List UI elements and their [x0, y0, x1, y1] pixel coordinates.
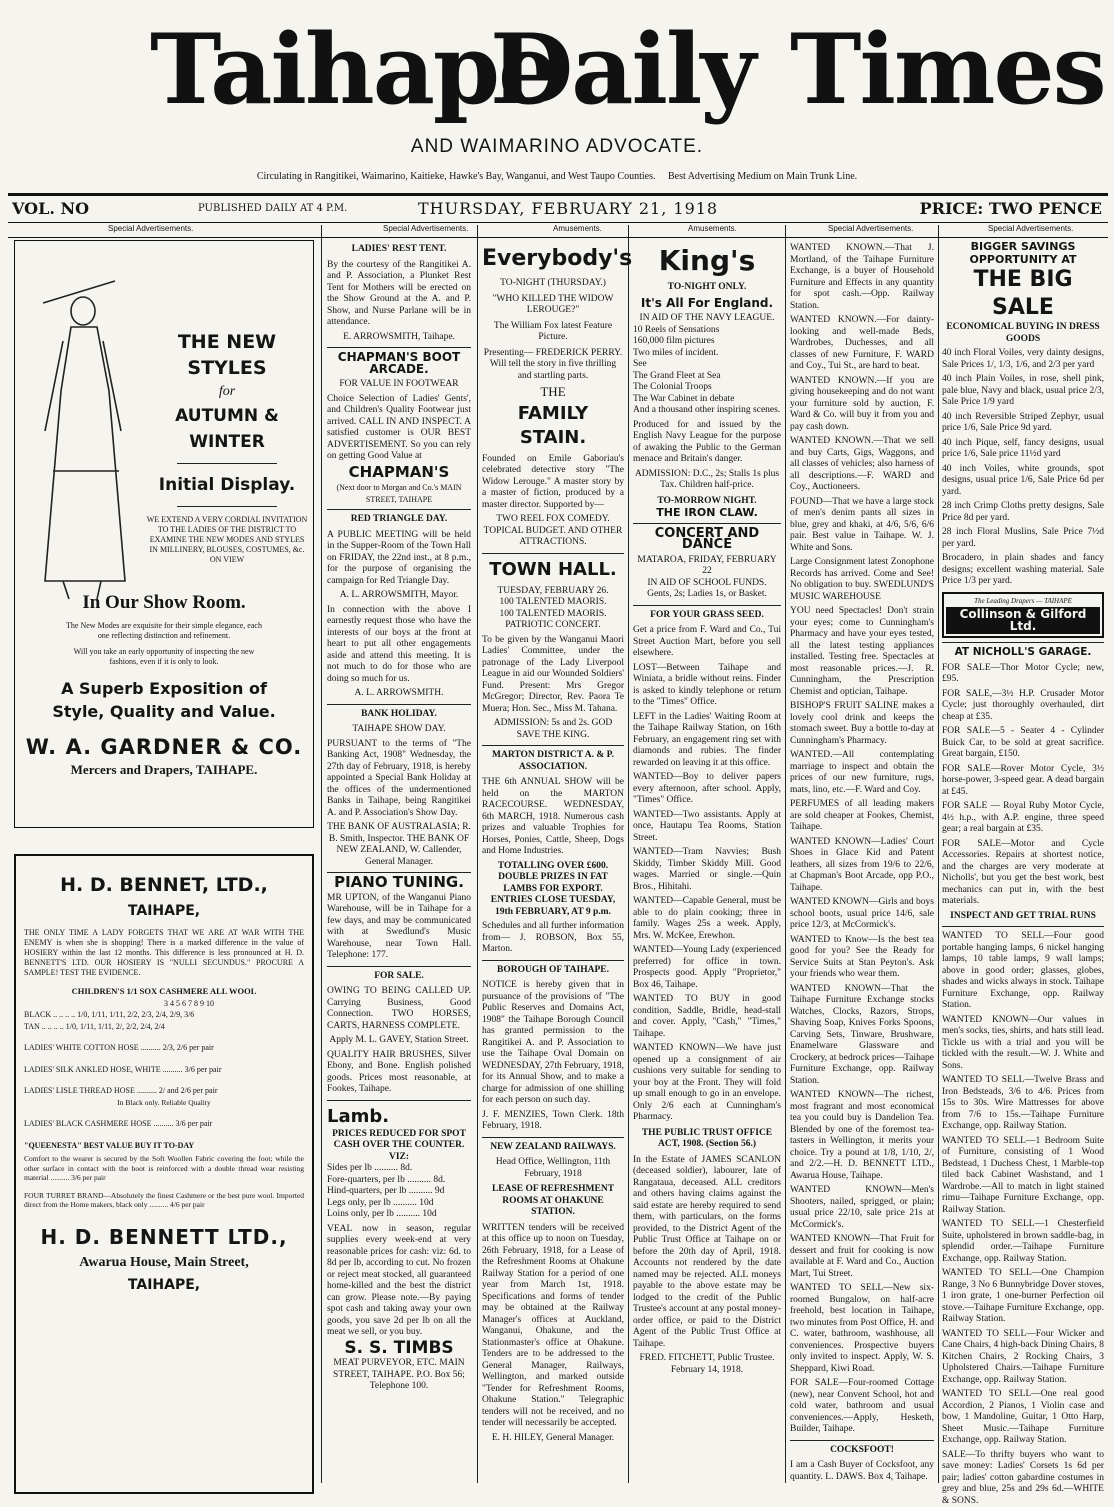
- cocksfoot-copy: I am a Cash Buyer of Cocksfoot, any quantity. L. DAWS. Box 4, Taihape.: [790, 1460, 934, 1483]
- sox-tan: TAN .. .. .. .. 1/0, 1/11, 1/11, 2/, 2/2, 2/4, 2/4: [24, 1021, 304, 1033]
- patriotic: PATRIOTIC CONCERT.: [482, 620, 624, 632]
- big-sale: THE BIG SALE: [942, 266, 1104, 322]
- fashion-illustration: [23, 281, 143, 601]
- classified-ad: WANTED—Boy to deliver papers every afternoon, after school. Apply, "Times" Office.: [633, 772, 781, 807]
- trust-copy: In the Estate of JAMES SCANLON (deceased soldier), labourer, late of Rangataua, deceased. ALL creditors and others having claims against the said estate are hereby required to send them, with particulars, on the forms provided, to the District Agent of the Public Trust Office at Taihape on or before the 20th day of April, 1918. Accounts not rendered by the date named may be rejected. ALL moneys payable to the above estate may be lodged to the credit of the Public Trustee's account at any postal money-order office, or paid to the District Agent of the Public Trust Office at Taihape.: [633, 1155, 781, 1351]
- hose-line: LADIES' SILK ANKLED HOSE, WHITE .......... 3/6 per pair: [24, 1064, 304, 1076]
- piano-head: PIANO TUNING.: [327, 877, 471, 889]
- reel-line: 10 Reels of Sensations: [633, 325, 781, 337]
- timbs-line: MEAT PURVEYOR, ETC. MAIN STREET, TAIHAPE. P.O. Box 56; Telephone 100.: [327, 1358, 471, 1393]
- lease-head: LEASE OF REFRESHMENT ROOMS AT OHAKUNE STATION.: [482, 1184, 624, 1219]
- classified-ad: LOST—Between Taihape and Winiata, a bridle without reins. Finder is asked to kindly telephone or return to the "Times" Office.: [633, 663, 781, 709]
- sox-sizes: 3 4 5 6 7 8 9 10: [164, 998, 304, 1010]
- head: [71, 297, 95, 325]
- queenesta-copy: Comfort to the wearer is secured by the Soft Woollen Fabric covering the foot; while the other surface in contact with the boot is reinforced with a double thread wear resisting material .......... 3/6 per pair: [24, 1154, 304, 1183]
- sale-item: 40 inch Floral Voiles, very dainty designs, Sale Prices 1/, 1/3, 1/6, and 2/3 per yard: [942, 348, 1104, 371]
- volume: VOL. NO: [12, 199, 89, 218]
- column-rule: [628, 225, 629, 1483]
- econ: ECONOMICAL BUYING IN DRESS GOODS: [942, 322, 1104, 345]
- timbs: S. S. TIMBS: [327, 1343, 471, 1355]
- gents: Gents, 2s; Ladies 1s, or Basket.: [633, 589, 781, 601]
- turret-copy: FOUR TURRET BRAND—Absolutely the finest Cashmere or the best pure wool. Imported direct from the Home makers, black only .......... 4/6 per pair: [24, 1191, 304, 1210]
- produced: Produced for and issued by the English Navy League for the purpose of awaking the Public to the German menace and Britain's danger.: [633, 420, 781, 466]
- tent-sign: E. ARROWSMITH, Taihape.: [327, 332, 471, 344]
- kings: King's: [633, 244, 781, 278]
- hose-line: LADIES' LISLE THREAD HOSE .......... 2/ and 2/6 per pair: [24, 1085, 304, 1097]
- lamb-price: Loins only, per lb .......... 10d: [327, 1209, 471, 1221]
- section-head-6: Special Advertisements.: [988, 224, 1073, 233]
- hat-brim: [43, 281, 115, 303]
- sale-item: 40 inch Voiles, white grounds, spot designs, usual price 1/6, Sale Price 6d per yard.: [942, 464, 1104, 499]
- classified-ad: WANTED—Two assistants. Apply at once, Hautapu Tea Rooms, Station Street.: [633, 810, 781, 845]
- collinson-name: Collinson & Gilford Ltd.: [946, 607, 1100, 634]
- admission: ADMISSION: 5s and 2s. GOD SAVE THE KING.: [482, 718, 624, 741]
- mataroa: MATAROA, FRIDAY, FEBRUARY 22: [633, 555, 781, 578]
- collinson-sub: The Leading Drapers — TAIHAPE: [946, 596, 1100, 608]
- collinson-logo: [942, 592, 1104, 639]
- brushes: QUALITY HAIR BRUSHES, Silver Ebony, and Bone. English polished goods. Prices most reasonable, at Fookes, Taihape.: [327, 1050, 471, 1096]
- initial-display: Initial Display.: [145, 472, 309, 498]
- section-head-5: Special Advertisements.: [828, 224, 913, 233]
- price: PRICE: TWO PENCE: [920, 199, 1102, 218]
- chapman-sub: FOR VALUE IN FOOTWEAR: [327, 379, 471, 391]
- garage-ad: FOR SALE — Royal Ruby Motor Cycle, 4½ h.p., with A.P. engine, three speed gear; a real bargain at £35.: [942, 801, 1104, 836]
- lease-copy: WRITTEN tenders will be received at this office up to noon on Tuesday, 26th February, 1918, for a Lease of the Refreshment Rooms at Ohakune Railway Station for a period of one year from March 1st, 1918. Specifications and forms of tender may be obtained at the Railway Manager's offices at Auckland, Wanganui, Ohakune, and the Stationmaster's office at Ohakune. Tenders are to be addressed to the General Manager, Railways, Wellington, and marked outside "Tender for Refreshment Rooms, Ohakune Station." Telegraphic tenders will not be received, and no tender will necessarily be accepted.: [482, 1223, 624, 1430]
- column-rule: [477, 225, 478, 1483]
- section-head-4: Amusements.: [688, 224, 737, 233]
- new-styles-block: [145, 329, 309, 565]
- sale-copy: OWING TO BEING CALLED UP. Carrying Business, Good Connection. TWO HORSES, CARTS, HARNESS COMPLETE.: [327, 986, 471, 1032]
- mercers: Mercers and Drapers, TAIHAPE.: [15, 761, 313, 779]
- sell-ad: WANTED TO SELL—1 Bedroom Suite of Furniture, consisting of 1 Wood Bedstead, 1 Duchess Chest, 1 Marble-top tiled back Cabinet Washstand, and 1 Wardrobe.—All to match in light stained rimu—Taihape Furniture Exchange, opp. Railway Station.: [942, 1136, 1104, 1217]
- new-styles: THE NEW STYLES: [145, 329, 309, 381]
- section-head-3: Amusements.: [553, 224, 602, 233]
- marton-head: MARTON DISTRICT A. & P. ASSOCIATION.: [482, 750, 624, 773]
- kings-tonight: TO-NIGHT ONLY.: [633, 282, 781, 294]
- borough-head: BOROUGH OF TAIHAPE.: [482, 965, 624, 977]
- red-copy: A PUBLIC MEETING will be held in the Supper-Room of the Town Hall on FRIDAY, the 22nd inst., at 8 p.m., for the purpose of organising the campaign for Red Triangle Day.: [327, 530, 471, 588]
- classified-ad: WANTED KNOWN—That the Taihape Furniture Exchange stocks Watches, Clocks, Razors, Strops, Shaving Soap, Knives Forks Spoons, Carving Sets, Tinware, Brushware, Enamelware Glassware and Crockery, at bedrock prices—Taihape Furniture Exchange, opp. Railway Station.: [790, 984, 934, 1088]
- classified-ad: WANTED—Capable General, must be able to do plain cooking; three in family. Wages 25s a week. Apply, Mrs. W. McKee, Erewhon.: [633, 896, 781, 942]
- marton-copy: THE 6th ANNUAL SHOW will be held on the MARTON RACECOURSE. WEDNESDAY, 6th MARCH, 1918. Numerous cash prizes and valuable Trophies for Horses, Ponies, Cattle, Sheep, Dogs and Home Industries.: [482, 777, 624, 858]
- lease-sign: E. H. HILEY, General Manager.: [482, 1433, 624, 1445]
- column-6: [942, 240, 1104, 1483]
- classified-ad: BISHOP'S FRUIT SALINE makes a lovely cool drink and keeps the stomach sweet. Buy a bottle to-day at Cunningham's Pharmacy.: [790, 701, 934, 747]
- garage-ad: FOR SALE—5 - Seater 4 - Cylinder Buick Car, to be sold at great sacrifice. Great bargain, £150.: [942, 726, 1104, 761]
- classified-ad: PERFUMES of all leading makers are sold cheaper at Fookes, Chemist, Taihape.: [790, 799, 934, 834]
- kings-adm: ADMISSION: D.C., 2s; Stalls 1s plus Tax. Children half-price.: [633, 469, 781, 492]
- sale-item: 40 inch Plain Voiles, in rose, shell pink, pale blue, Navy and black, usual price 2/3, Sale Price 1/9 yard: [942, 374, 1104, 409]
- classified-ad: WANTED KNOWN—That Fruit for dessert and fruit for cooking is now available at F. Ward and Co., Auction Mart, Tui Street.: [790, 1234, 934, 1280]
- trust-head: THE PUBLIC TRUST OFFICE ACT, 1908. (Section 56.): [633, 1128, 781, 1151]
- inspect: INSPECT AND GET TRIAL RUNS: [942, 911, 1104, 923]
- dateline: THURSDAY, FEBRUARY 21, 1918: [418, 199, 718, 218]
- sox-black: BLACK .. .. .. .. 1/0, 1/11, 1/11, 2/2, 2/3, 2/4, 2/9, 3/6: [24, 1009, 304, 1021]
- family-stain: FAMILY STAIN.: [482, 402, 624, 450]
- lamb-price: Fore-quarters, per lb .......... 8d.: [327, 1175, 471, 1187]
- lamb-price: Legs only, per lb .......... 10d: [327, 1198, 471, 1210]
- showroom-block: [15, 591, 313, 779]
- bennet-ad: [14, 854, 314, 1494]
- gardner-ad: [14, 240, 314, 828]
- published: PUBLISHED DAILY AT 4 P.M.: [198, 203, 347, 214]
- classified-ad: WANTED KNOWN—The richest, most fragrant and most economical tea you could buy is Dandelion Tea. Blended by one of the foremost tea-tasters in Wellington, it merits your choice. Try a pound at 1/8, 1/10, 2/, and 2/2.—H. D. BENNETT LTD., Awarua House, Taihape.: [790, 1090, 934, 1182]
- circulation: Circulating in Rangitikei, Waimarino, Kaitieke, Hawke's Bay, Wanganui, and West Taupo Counties.: [257, 171, 656, 182]
- sell-ad: WANTED TO SELL—Twelve Brass and Iron Bedsteads, 3/6 to 4/6. Prices from 15s to 30s. Wire Mattresses for above from 7/6 to 15s.—Taihape Furniture Exchange, opp. Railway Station.: [942, 1075, 1104, 1133]
- reel-line: The Grand Fleet at Sea: [633, 371, 781, 383]
- chapman-addr: (Next door to Morgan and Co.'s MAIN STREET, TAIHAPE: [327, 482, 471, 505]
- grass-head: FOR YOUR GRASS SEED.: [633, 610, 781, 622]
- classified-ad: WANTED KNOWN—Ladies' Court Shoes in Glace Kid and Patent leathers, all sizes from 19/6 to 22/6, at Chapman's Boot Arcade, opp P.O., Taihape.: [790, 837, 934, 895]
- coat: [45, 327, 125, 581]
- sale-item: 40 inch Pique, self, fancy designs, usual price 1/6, Sale price 11½d yard: [942, 438, 1104, 461]
- navy: IN AID OF THE NAVY LEAGUE.: [633, 313, 781, 325]
- classified-ad: Large Consignment latest Zonophone Records has arrived. Come and See! No obligation to buy. SWEDLUND'S MUSIC WAREHOUSE: [790, 557, 934, 603]
- arms: [45, 341, 121, 431]
- red-sign: A. L. ARROWSMITH, Mayor.: [327, 590, 471, 602]
- garage-ad: FOR SALE—Thor Motor Cycle; new, £95.: [942, 663, 1104, 686]
- classified-ad: YOU need Spectacles! Don't strain your eyes; come to Cunningham's Pharmacy and have your eyes tested, all the latest testing appliances installed. Testing free. Spectacles at most reasonable prices.—J. R. Cunningham, the Prescription Chemist and optician, Taihape.: [790, 606, 934, 698]
- classified-ad: WANTED KNOWN—Men's Shooters, nailed, sprigged, or plain; usual price 22/10, sale price 21s at McCormick's.: [790, 1185, 934, 1231]
- bank-copy: PURSUANT to the terms of "The Banking Act, 1908" Wednesday, the 27th day of February, 1918, is hereby appointed a Special Bank Holiday at the offices of the undermentioned Banks in Taihape, being Rangitikei A. and P. Association's Show Day.: [327, 739, 471, 820]
- column-rule: [938, 225, 939, 1483]
- cocksfoot-head: COCKSFOOT!: [790, 1445, 934, 1457]
- reel-line: The War Cabinet in debate: [633, 394, 781, 406]
- lisle-note: In Black only. Reliable Quality: [24, 1097, 304, 1109]
- rail-head: NEW ZEALAND RAILWAYS.: [482, 1142, 624, 1154]
- queenesta-head: "QUEENESTA" BEST VALUE BUY IT TO-DAY: [24, 1140, 304, 1152]
- sell-ad: WANTED KNOWN—Our values in men's socks, ties, shirts, and hats still lead. Tickle us with a trial and you will be tickled with the result.—W. J. White and Sons.: [942, 1015, 1104, 1073]
- classified-ad: WANTED KNOWN.—That we sell and buy Carts, Gigs, Waggons, and all classes of vehicles; also harness of all descriptions.—F. WARD and Coy., Auctioneers.: [790, 436, 934, 494]
- classified-ad: WANTED KNOWN—Girls and boys school boots, usual price 14/6, sale price 12/3, at McCormick's.: [790, 897, 934, 932]
- grass-copy: Get a price from F. Ward and Co., Tui Street Auction Mart, before you sell elsewhere.: [633, 625, 781, 660]
- sale-item: 28 inch Floral Muslins, Sale Price 7½d per yard.: [942, 527, 1104, 550]
- sell-ad: WANTED TO SELL—One Champion Range, 3 No 6 Bunnybridge Dover stoves, 1 iron grate, 1 one-burner Perfection oil stove.—Taihape Furniture Exchange, opp. Railway Station.: [942, 1268, 1104, 1326]
- garage-ad: FOR SALE,—3½ H.P. Crusader Motor Cycle; just thoroughly overhauled, dirt cheap at £35.: [942, 689, 1104, 724]
- column-3: [482, 240, 624, 1483]
- presenting: Presenting— FREDERICK PERRY. Will tell the story in five thrilling and startling parts.: [482, 348, 624, 383]
- tent-head: LADIES' REST TENT.: [327, 244, 471, 256]
- showroom: In Our Show Room.: [15, 591, 313, 615]
- totalling: TOTALLING OVER £600. DOUBLE PRIZES IN FAT LAMBS FOR EXPORT. ENTRIES CLOSE TUESDAY, 19th FEBRUARY, AT 9 p.m.: [482, 861, 624, 919]
- garage-ad: FOR SALE—Motor and Cycle Accessories. Repairs at shortest notice, and the charges are very moderate at Nicholls', but you get the best work, best mechanics can put in, with the best materials.: [942, 839, 1104, 908]
- column-rule: [785, 225, 786, 1483]
- masthead: [0, 0, 1114, 205]
- england: It's All For England.: [633, 298, 781, 310]
- tonight: TO-NIGHT (THURSDAY.): [482, 278, 624, 290]
- section-head-1: Special Advertisements.: [108, 224, 193, 233]
- piano-copy: MR UPTON, of the Wanganui Piano Warehouse, will be in Taihape for a few days, and may be communicated with at Swedlund's Music Warehouse, near Town Hall. Telephone: 177.: [327, 893, 471, 962]
- red-copy2: In connection with the above I earnestly request those who have the interests of our boys at the front at heart to put all other engagements aside and attend this meeting. It is not much to do for those who are doing so much for us.: [327, 605, 471, 686]
- town2: TAIHAPE,: [24, 1274, 304, 1296]
- lamb-sub: PRICES REDUCED FOR SPOT CASH OVER THE COUNTER. VIZ:: [327, 1129, 471, 1164]
- masthead-word-3: Times: [790, 10, 1105, 130]
- classified-ad: WANTED KNOWN.—For dainty-looking and well-made Beds, Wardrobes, Duchesses, and all classes of new Furniture, F. WARD and Coy., Tui St., are hard to beat.: [790, 315, 934, 373]
- sell-ad: WANTED TO SELL—One real good Accordion, 2 Pianos, 1 Violin case and bow, 1 Mandoline, Guitar, 1 Otto Harp, Sheet Music.—Taihape Furniture Exchange, opp. Railway Station.: [942, 1389, 1104, 1447]
- reel-line: Two miles of incident.: [633, 348, 781, 360]
- reel-line: The Colonial Troops: [633, 382, 781, 394]
- sale-item: 40 inch Reversible Striped Zephyr, usual price 1/6, Sale Price 9d yard.: [942, 412, 1104, 435]
- hose-line: LADIES' BLACK CASHMERE HOSE .......... 3/6 per pair: [24, 1118, 304, 1130]
- exposition: A Superb Exposition of Style, Quality and Value.: [35, 677, 293, 723]
- column-4: [633, 240, 781, 1483]
- classified-ad: LEFT in the Ladies' Waiting Room at the Taihape Railway Station, on 16th February, an engagement ring set with diamonds and rubies. The finder rewarded on leaving it at this office.: [633, 712, 781, 770]
- lamb-price: Sides per lb .......... 8d.: [327, 1163, 471, 1175]
- fox: The William Fox latest Feature Picture.: [482, 321, 624, 344]
- lamb-price: Hind-quarters, per lb .......... 9d: [327, 1186, 471, 1198]
- masthead-word-2: Daily: [490, 10, 754, 130]
- hose-line: LADIES' WHITE COTTON HOSE .......... 2/3, 2/6 per pair: [24, 1042, 304, 1054]
- iron-claw: THE IRON CLAW.: [633, 507, 781, 519]
- sell-ad: SALE—To thrifty buyers who want to save money: Ladies' Corsets 1s 6d per pair; ladies' cotton gabardine costumes in grey and blue, 25s and 29s 6d.—WHITE & SONS.: [942, 1450, 1104, 1507]
- autumn-winter: AUTUMN & WINTER: [145, 403, 309, 455]
- dateline-bar: [8, 193, 1108, 223]
- sale-item: 28 inch Crimp Cloths pretty designs, Sale Price 8d per yard.: [942, 501, 1104, 524]
- red-head: RED TRIANGLE DAY.: [327, 514, 471, 526]
- concert-copy: To be given by the Wanganui Maori Ladies' Committee, under the patronage of the Lady Liverpool League in aid our Wounded Soldiers' Fund. Present: Mrs Gregor McGregor; Director, Rev. Paora Te Muera; Hon. Sec., Miss M. Tahana.: [482, 635, 624, 716]
- classified-ad: WANTED—Tram Navvies; Bush Skiddy, Timber Skiddy Mill. Good wages. Married or single.—Quin Bros., Hihitahi.: [633, 847, 781, 893]
- reel-line: And a thousand other inspiring scenes.: [633, 405, 781, 417]
- column-rule: [321, 225, 322, 1483]
- invitation: WE EXTEND A VERY CORDIAL INVITATION TO THE LADIES OF THE DISTRICT TO EXAMINE THE NEW MODES AND STYLES IN MILLINERY, BLOUSES, COSTUMES, &c. ON VIEW: [145, 515, 309, 565]
- circulation-line: [0, 171, 1114, 182]
- bennet-copy: THE ONLY TIME A LADY FORGETS THAT WE ARE AT WAR WITH THE ENEMY is when she is shopping! There is a marked difference in the value of HOSIERY within the last 12 months. This difference is less pronounced at H. D. BENNETT'S LTD. OUR HOSIERY IS "NULLI SECUNDUS." PROCURE A SAMPLE! TEST THE EVIDENCE.: [24, 928, 304, 978]
- marton-sign: Schedules and all further information from— J. ROBSON, Box 55, Marton.: [482, 921, 624, 956]
- column-2: [327, 240, 471, 1483]
- town-hall: TOWN HALL.: [482, 558, 624, 582]
- red-sign2: A. L. ARROWSMITH.: [327, 688, 471, 700]
- bigger: BIGGER SAVINGS OPPORTUNITY AT: [942, 240, 1104, 266]
- column-1: [14, 240, 314, 1483]
- bank-head: BANK HOLIDAY.: [327, 709, 471, 721]
- classified-ad: WANTED TO BUY in good condition, Saddle, Bridle, head-stall and cover. Apply, "Cash," "Times," Taihape.: [633, 994, 781, 1040]
- sell-ad: WANTED TO SELL—Four Wicker and Cane Chairs, 4 high-back Dining Chairs, 8 Kitchen Chairs, 2 Rocking Chairs, 3 Upholstered Chairs.—Taihape Furniture Exchange, opp. Railway Station.: [942, 1329, 1104, 1387]
- borough-copy: NOTICE is hereby given that in pursuance of the provisions of "The Public Reserves and Domains Act, 1908" the Taihape Borough Council has granted permission to the Rangitikei A. and P. Association to use the Taihape Oval Domain on WEDNESDAY, 27th February, 1918, for its Annual Show, and to make a charge for admission of one shilling for each person on such day.: [482, 980, 624, 1107]
- lamb-copy: VEAL now in season, regular supplies every week-end at very reasonable prices for cash: viz: 6d. to 8d per lb, according to cut. No frozen or reject meat stocked, all guaranteed home-killed and the best the district can grow. Please note.—By paying spot cash and taking away your own goods, you save 2d per lb on all the meat we sell, or you buy.: [327, 1224, 471, 1339]
- for-word: for: [145, 381, 309, 403]
- bennet-title: H. D. BENNET, LTD.,: [24, 870, 304, 900]
- classified-ad: WANTED KNOWN.—That J. Mortland, of the Taihape Furniture Exchange, is a buyer of Household Furniture and Effects in any quantity for spot cash.—Opp. Railway Station.: [790, 243, 934, 312]
- chapman-name: CHAPMAN'S: [327, 467, 471, 479]
- borough-sign: J. F. MENZIES, Town Clerk. 18th February, 1918.: [482, 1110, 624, 1133]
- opportunity-copy: Will you take an early opportunity of inspecting the new fashions, even if it is only to look.: [65, 647, 263, 667]
- concert-dance: CONCERT AND DANCE: [633, 528, 781, 551]
- tomorrow: TO-MORROW NIGHT.: [633, 496, 781, 508]
- subtitle: AND WAIMARINO ADVOCATE.: [0, 136, 1114, 158]
- chapman-copy: Choice Selection of Ladies' Gents', and Children's Quality Footwear just arrived. CALL IN AND INSPECT. A satisfied customer is OUR BEST ADVERTISEMENT. So you can rely on getting Good Value at: [327, 394, 471, 463]
- section-head-2: Special Advertisements.: [383, 224, 468, 233]
- maoris: 100 TALENTED MAORIS.: [482, 609, 624, 621]
- stain-copy: Founded on Emile Gaboriau's celebrated detective story "The Widow Lerouge." A master story by a master of fiction, produced by a master director. Supported by—: [482, 454, 624, 512]
- sale-item: Brocadero, in plain shades and fancy designs; excellent washing material. Sale Price 1/3 per yard.: [942, 553, 1104, 588]
- rail-sub: Head Office, Wellington, 11th February, 1918: [482, 1157, 624, 1180]
- bank-names: THE BANK OF AUSTRALASIA; R. B. Smith, Inspector. THE BANK OF NEW ZEALAND, W. Callender, General Manager.: [327, 822, 471, 868]
- reel-line: See: [633, 359, 781, 371]
- section-heads: [8, 223, 1108, 238]
- lamb-head: Lamb.: [327, 1105, 471, 1129]
- trust-sign: FRED. FITCHETT, Public Trustee. February 14, 1918.: [633, 1353, 781, 1376]
- classified-ad: FOUND—That we have a large stock of men's denim pants all sizes in blue, grey and khaki, at 4/6, 5/6, 6/6 pair. Best value in Taihape. W. J. White and Sons.: [790, 497, 934, 555]
- bennett2: H. D. BENNETT LTD.,: [24, 1222, 304, 1252]
- classified-ad: WANTED KNOWN.—If you are giving housekeeping and do not want your furniture sold by auction, F. Ward & Co. will buy it from you and pay cash down.: [790, 376, 934, 434]
- sale-head: FOR SALE.: [327, 971, 471, 983]
- stain-the: THE: [482, 386, 624, 398]
- best-medium: Best Advertising Medium on Main Trunk Line.: [668, 171, 857, 182]
- classified-ad: WANTED TO SELL—New six-roomed Bungalow, on half-acre freehold, best location in Taihape, two minutes from Post Office, H. and C. water, bathroom, washhouse, all conveniences. Prospective buyers only invited to inspect. Apply, W. S. Sheppard, Kiwi Road.: [790, 1283, 934, 1375]
- classified-ad: FOR SALE—Four-roomed Cottage (new), near Convent School, hot and cold water, bathroom and usual conveniences.—Apply, Hesketh, Builder, Taihape.: [790, 1378, 934, 1436]
- killed: "WHO KILLED THE WIDOW LEROUGE?": [482, 294, 624, 317]
- classified-ad: WANTED to Know—Is the best tea good for you? See the Ready for Service Suits at Stan Peyton's. Ask your friends who wear them.: [790, 935, 934, 981]
- gardner-firm: W. A. GARDNER & CO.: [15, 733, 313, 761]
- nicholl-head: AT NICHOLL'S GARAGE.: [942, 647, 1104, 659]
- tues: TUESDAY, FEBRUARY 26.: [482, 586, 624, 598]
- column-5: [790, 240, 934, 1483]
- classified-ad: WANTED.—All contemplating marriage to inspect and obtain the prices of our new furniture, rugs, mats, lino, etc.—F. Ward and Coy.: [790, 750, 934, 796]
- tent-copy: By the courtesy of the Rangitikei A. and P. Association, a Plunket Rest Tent for Mothers will be erected on the Show Ground at the A. and P. Show, and Nurse Parlane will be in attendance.: [327, 260, 471, 329]
- maoris: 100 TALENTED MAORIS.: [482, 597, 624, 609]
- sox-head: CHILDREN'S 1/1 SOX CASHMERE ALL WOOL: [24, 986, 304, 998]
- sale-sign: Apply M. L. GAVEY, Station Street.: [327, 1035, 471, 1047]
- masthead-word-1: Taihape: [150, 10, 557, 130]
- reel-line: 160,000 film pictures: [633, 336, 781, 348]
- school-funds: IN AID OF SCHOOL FUNDS.: [633, 578, 781, 590]
- bennet-town: TAIHAPE,: [24, 900, 304, 922]
- support: TWO REEL FOX COMEDY. TOPICAL BUDGET. AND OTHER ATTRACTIONS.: [482, 514, 624, 549]
- garage-ad: FOR SALE—Rover Motor Cycle, 3½ horse-power, 3-speed gear. A dead bargain at £45.: [942, 764, 1104, 799]
- awarua: Awarua House, Main Street,: [24, 1252, 304, 1274]
- modes-copy: The New Modes are exquisite for their simple elegance, each one reflecting distinction and refinement.: [65, 621, 263, 641]
- sell-ad: WANTED TO SELL—1 Chesterfield Suite, upholstered in brown saddle-bag, in splendid order.—Taihape Furniture Exchange, opp. Railway Station.: [942, 1219, 1104, 1265]
- chapman-head: CHAPMAN'S BOOT ARCADE.: [327, 352, 471, 375]
- classified-ad: WANTED—Young Lady (experienced preferred) for office in town. Prospects good. Apply "Proprietor," Box 46, Taihape.: [633, 945, 781, 991]
- everybodys: Everybody's: [482, 244, 624, 274]
- sell-ad: WANTED TO SELL—Four good portable hanging lamps, 6 nickel hanging lamps, 10 table lamps, 9 wall lamps; above in good order; glasses, globes, shades and wicks always in stock. Taihape Furniture Exchange, opp. Railway Station.: [942, 931, 1104, 1012]
- classified-ad: WANTED KNOWN—We have just opened up a consignment of air cushions very suitable for sending to your boy at the Front. They will fold up small enough to go in an envelope. Only 2/6 each at Cunningham's Pharmacy.: [633, 1043, 781, 1124]
- bank-sub: TAIHAPE SHOW DAY.: [327, 724, 471, 736]
